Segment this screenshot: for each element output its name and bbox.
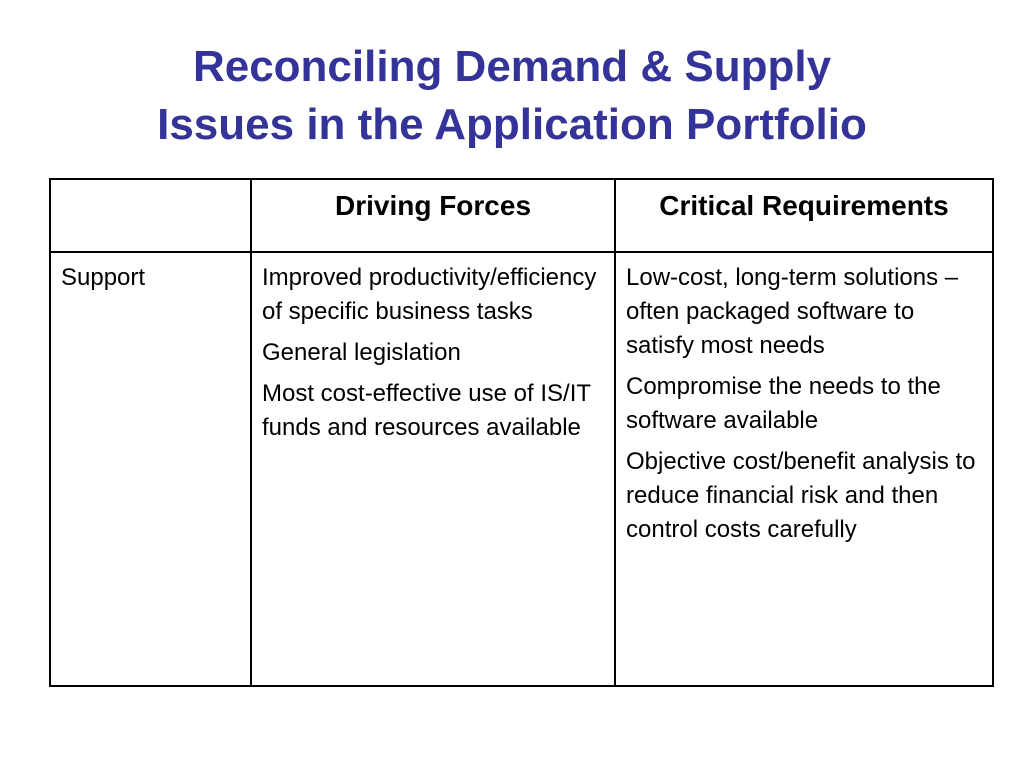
critical-requirement-item: Objective cost/benefit analysis to reduce financial risk and then control costs carefully [626,448,976,543]
driving-force-item: General legislation [262,339,461,366]
driving-force-item: Most cost-effective use of IS/IT funds and resources available [262,380,591,441]
slide-title [0,38,1024,154]
driving-force-item: Improved productivity/efficiency of specific business tasks [262,264,597,325]
critical-requirements-cell [615,252,993,686]
header-cell-driving-forces: Driving Forces [251,179,615,252]
header-cell-empty [50,179,251,252]
header-cell-critical-requirements: Critical Requirements [615,179,993,252]
portfolio-table [49,178,994,687]
critical-requirement-item: Low-cost, long-term solutions – often packaged software to satisfy most needs [626,264,959,359]
table-header-row [50,179,993,252]
critical-requirement-item: Compromise the needs to the software available [626,373,941,434]
row-label: Support [61,264,146,291]
slide-title-line-2: Issues in the Application Portfolio [157,100,867,149]
slide-title-line-1: Reconciling Demand & Supply [192,42,832,91]
row-label-cell [50,252,251,686]
driving-forces-cell [251,252,615,686]
table-row [50,252,993,686]
